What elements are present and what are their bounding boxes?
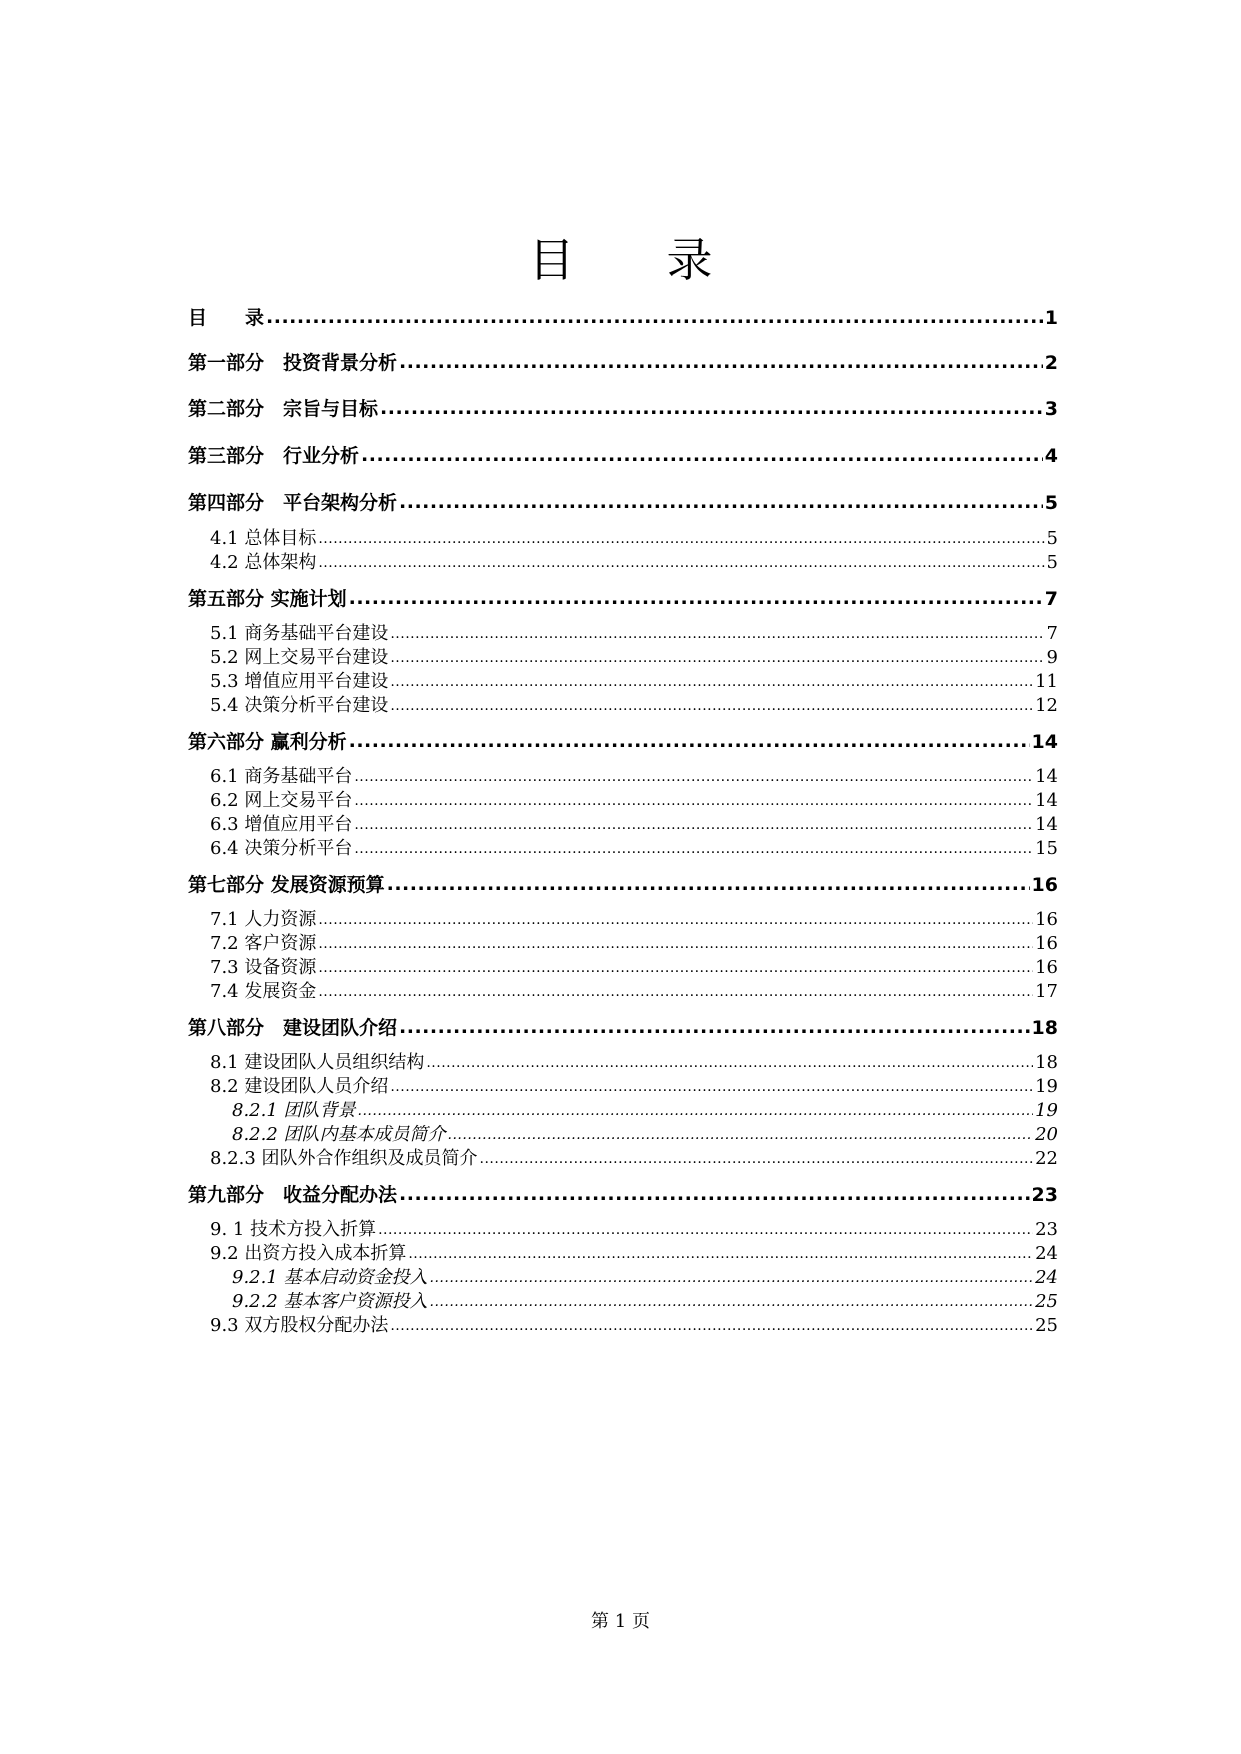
toc-entry-label: 6.2 网上交易平台 (210, 790, 353, 811)
toc-entry-page: 23 (1031, 1184, 1058, 1206)
toc-entry-label: 9.2 出资方投入成本折算 (210, 1243, 407, 1264)
dot-leader (399, 1181, 1030, 1207)
toc-entry-label: 7.1 人力资源 (210, 909, 317, 930)
dot-leader (380, 395, 1043, 421)
toc-entry-label: 5.4 决策分析平台建设 (210, 695, 389, 716)
toc-entry[interactable] (210, 789, 1058, 814)
toc-entry[interactable] (188, 443, 1058, 469)
toc-entry[interactable] (188, 350, 1058, 376)
toc-entry-label: 5.1 商务基础平台建设 (210, 623, 389, 644)
toc-entry[interactable] (210, 1075, 1058, 1100)
dot-leader (390, 1075, 1033, 1099)
toc-entry-page: 16 (1035, 909, 1058, 930)
dot-leader (399, 349, 1043, 375)
dot-leader (318, 956, 1033, 980)
dot-leader (399, 489, 1043, 515)
dot-leader (354, 789, 1033, 813)
toc-entry-label: 8.2.3 团队外合作组织及成员简介 (210, 1148, 478, 1169)
toc-entry-label: 第八部分 建设团队介绍 (188, 1017, 398, 1039)
dot-leader (349, 728, 1030, 754)
toc-entry[interactable] (232, 1123, 1058, 1148)
toc-entry[interactable] (210, 622, 1058, 647)
toc-entry-label: 8.1 建设团队人员组织结构 (210, 1052, 425, 1073)
dot-leader (430, 1266, 1034, 1290)
dot-leader (448, 1123, 1034, 1147)
toc-entry-page: 17 (1035, 981, 1058, 1002)
toc-entry-page: 11 (1035, 671, 1058, 692)
toc-entry-page: 23 (1035, 1219, 1058, 1240)
dot-leader (358, 1099, 1034, 1123)
toc-entry-page: 15 (1035, 838, 1058, 859)
toc-entry-page: 12 (1035, 695, 1058, 716)
toc-entry-label: 目 录 (188, 307, 265, 329)
toc-entry-label: 9.2.2 基本客户资源投入 (232, 1291, 428, 1312)
dot-leader (390, 622, 1044, 646)
toc-entry-page: 9 (1046, 647, 1058, 668)
toc-entry-label: 第三部分 行业分析 (188, 445, 360, 467)
toc-entry-label: 8.2.1 团队背景 (232, 1100, 356, 1121)
toc-entry-label: 9. 1 技术方投入折算 (210, 1219, 377, 1240)
dot-leader (390, 1314, 1033, 1338)
toc-entry-label: 第六部分 赢利分析 (188, 731, 347, 753)
dot-leader (387, 871, 1030, 897)
toc-entry[interactable] (188, 1182, 1058, 1208)
toc-entry-page: 22 (1035, 1148, 1058, 1169)
toc-entry[interactable] (210, 646, 1058, 671)
toc-entry-label: 4.1 总体目标 (210, 528, 317, 549)
toc-entry-label: 第九部分 收益分配办法 (188, 1184, 398, 1206)
toc-entry-label: 第一部分 投资背景分析 (188, 352, 398, 374)
toc-entry[interactable] (188, 396, 1058, 422)
toc-entry-label: 第七部分 发展资源预算 (188, 874, 385, 896)
toc-entry[interactable] (232, 1266, 1058, 1291)
toc-entry-page: 16 (1035, 957, 1058, 978)
toc-entry-label: 第二部分 宗旨与目标 (188, 398, 379, 420)
dot-leader (318, 527, 1044, 551)
toc-entry-page: 24 (1035, 1243, 1058, 1264)
toc-entry[interactable] (188, 305, 1058, 331)
toc-entry-label: 9.3 双方股权分配办法 (210, 1315, 389, 1336)
toc-entry[interactable] (188, 490, 1058, 516)
toc-entry-label: 7.4 发展资金 (210, 981, 317, 1002)
toc-entry-label: 6.3 增值应用平台 (210, 814, 353, 835)
toc-entry[interactable] (232, 1099, 1058, 1124)
toc-entry-label: 9.2.1 基本启动资金投入 (232, 1267, 428, 1288)
toc-entry-page: 19 (1035, 1076, 1058, 1097)
toc-entry[interactable] (188, 1015, 1058, 1041)
toc-entry[interactable] (188, 872, 1058, 898)
toc-entry-page: 16 (1031, 874, 1058, 896)
dot-leader (390, 670, 1033, 694)
toc-entry-page: 14 (1035, 790, 1058, 811)
toc-entry-page: 2 (1044, 352, 1058, 374)
toc-entry-label: 第五部分 实施计划 (188, 588, 347, 610)
toc-entry[interactable] (210, 1051, 1058, 1076)
toc-entry-page: 24 (1035, 1267, 1058, 1288)
dot-leader (318, 980, 1033, 1004)
dot-leader (354, 837, 1033, 861)
toc-entry-label: 4.2 总体架构 (210, 552, 317, 573)
dot-leader (354, 765, 1033, 789)
toc-entry-label: 8.2 建设团队人员介绍 (210, 1076, 389, 1097)
toc-entry[interactable] (210, 932, 1058, 957)
toc-entry-page: 14 (1035, 766, 1058, 787)
toc-entry-page: 1 (1044, 307, 1058, 329)
toc-entry-label: 8.2.2 团队内基本成员简介 (232, 1124, 446, 1145)
toc-entry[interactable] (210, 765, 1058, 790)
toc-entry[interactable] (210, 980, 1058, 1005)
toc-entry-label: 5.3 增值应用平台建设 (210, 671, 389, 692)
toc-entry-page: 14 (1035, 814, 1058, 835)
toc-entry-page: 18 (1031, 1017, 1058, 1039)
toc-entry-page: 25 (1035, 1315, 1058, 1336)
dot-leader (399, 1014, 1030, 1040)
toc-entry-page: 4 (1044, 445, 1058, 467)
dot-leader (390, 694, 1033, 718)
toc-entry[interactable] (210, 670, 1058, 695)
dot-leader (349, 585, 1043, 611)
toc-entry[interactable] (210, 813, 1058, 838)
toc-entry[interactable] (210, 1218, 1058, 1243)
dot-leader (361, 442, 1043, 468)
toc-entry-page: 20 (1035, 1124, 1058, 1145)
dot-leader (354, 813, 1033, 837)
toc-entry-page: 5 (1044, 492, 1058, 514)
toc-entry[interactable] (210, 1242, 1058, 1267)
toc-entry-page: 18 (1035, 1052, 1058, 1073)
dot-leader (390, 646, 1044, 670)
toc-entry[interactable] (188, 729, 1058, 755)
toc-entry[interactable] (210, 956, 1058, 981)
dot-leader (378, 1218, 1033, 1242)
toc-entry-label: 6.4 决策分析平台 (210, 838, 353, 859)
toc-entry[interactable] (210, 527, 1058, 552)
toc-entry[interactable] (210, 908, 1058, 933)
dot-leader (426, 1051, 1033, 1075)
toc-entry[interactable] (210, 1147, 1058, 1172)
toc-entry-label: 7.2 客户资源 (210, 933, 317, 954)
dot-leader (318, 908, 1033, 932)
toc-entry-label: 7.3 设备资源 (210, 957, 317, 978)
toc-entry-page: 3 (1044, 398, 1058, 420)
dot-leader (318, 932, 1033, 956)
toc-entry[interactable] (210, 551, 1058, 576)
toc-entry-page: 19 (1035, 1100, 1058, 1121)
toc-entry-page: 5 (1046, 552, 1058, 573)
dot-leader (480, 1147, 1034, 1171)
toc-entry-page: 25 (1035, 1291, 1058, 1312)
toc-entry-page: 16 (1035, 933, 1058, 954)
toc-entry[interactable] (210, 837, 1058, 862)
toc-entry-label: 第四部分 平台架构分析 (188, 492, 398, 514)
dot-leader (408, 1242, 1033, 1266)
toc-entry[interactable] (188, 586, 1058, 612)
toc-entry[interactable] (210, 694, 1058, 719)
page-number-footer: 第 1 页 (591, 1611, 650, 1632)
dot-leader (318, 551, 1044, 575)
toc-entry[interactable] (210, 1314, 1058, 1339)
toc-entry-label: 6.1 商务基础平台 (210, 766, 353, 787)
page-title: 目 录 (528, 233, 713, 287)
dot-leader (430, 1290, 1034, 1314)
toc-entry[interactable] (232, 1290, 1058, 1315)
dot-leader (266, 304, 1043, 330)
toc-entry-label: 5.2 网上交易平台建设 (210, 647, 389, 668)
toc-entry-page: 7 (1046, 623, 1058, 644)
table-of-contents (188, 0, 1058, 1754)
toc-entry-page: 5 (1046, 528, 1058, 549)
toc-entry-page: 14 (1031, 731, 1058, 753)
toc-entry-page: 7 (1044, 588, 1058, 610)
